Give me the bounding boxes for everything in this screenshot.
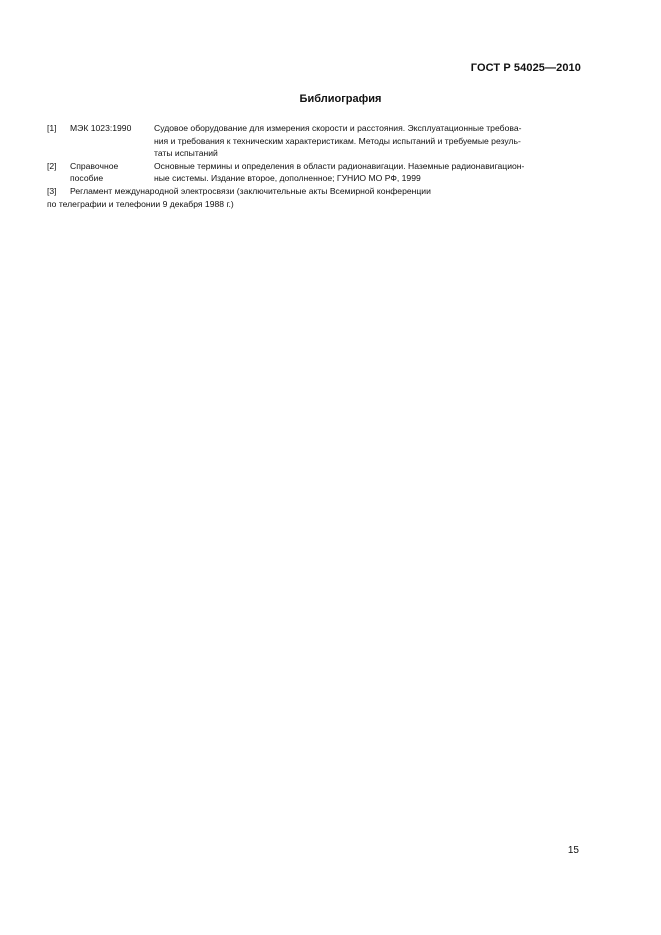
entry-full-text <box>47 185 582 210</box>
bibliography-entry <box>47 160 582 185</box>
entry-source <box>70 122 154 160</box>
bibliography-list <box>47 122 582 210</box>
entry-description <box>154 160 582 185</box>
bibliography-title: Библиография <box>299 93 382 105</box>
bibliography-entry <box>47 122 582 160</box>
entry-description-line: ния и требования к техническим характеристикам. Методы испытаний и требуемые резуль- <box>154 135 521 146</box>
entry-description <box>154 122 582 160</box>
entry-description-line: Основные термины и определения в области радионавигации. Наземные радионавигацион- <box>154 160 525 171</box>
entry-description-line: таты испытаний <box>154 148 218 159</box>
entry-number: [3] <box>47 185 57 196</box>
bibliography-entry <box>47 185 582 210</box>
page-number: 15 <box>567 845 579 856</box>
entry-source-line: пособие <box>70 173 104 184</box>
entry-number: [2] <box>47 160 57 171</box>
entry-number: [1] <box>47 123 57 133</box>
entry-description-line: Судовое оборудование для измерения скорости и расстояния. Эксплуатационные требова- <box>154 123 522 133</box>
entry-source-line: Справочное <box>70 160 119 171</box>
document-code: ГОСТ Р 54025—2010 <box>470 62 581 74</box>
entry-description-line: ные системы. Издание второе, дополненное; ГУНИО МО РФ, 1999 <box>154 173 421 184</box>
entry-full-text-line: Регламент международной электросвязи (заключительные акты Всемирной конференции <box>70 185 431 196</box>
entry-full-text-line: по телеграфии и телефонии 9 декабря 1988 г.) <box>47 198 234 209</box>
entry-source <box>70 160 154 185</box>
entry-source-line: МЭК 1023:1990 <box>70 123 132 133</box>
